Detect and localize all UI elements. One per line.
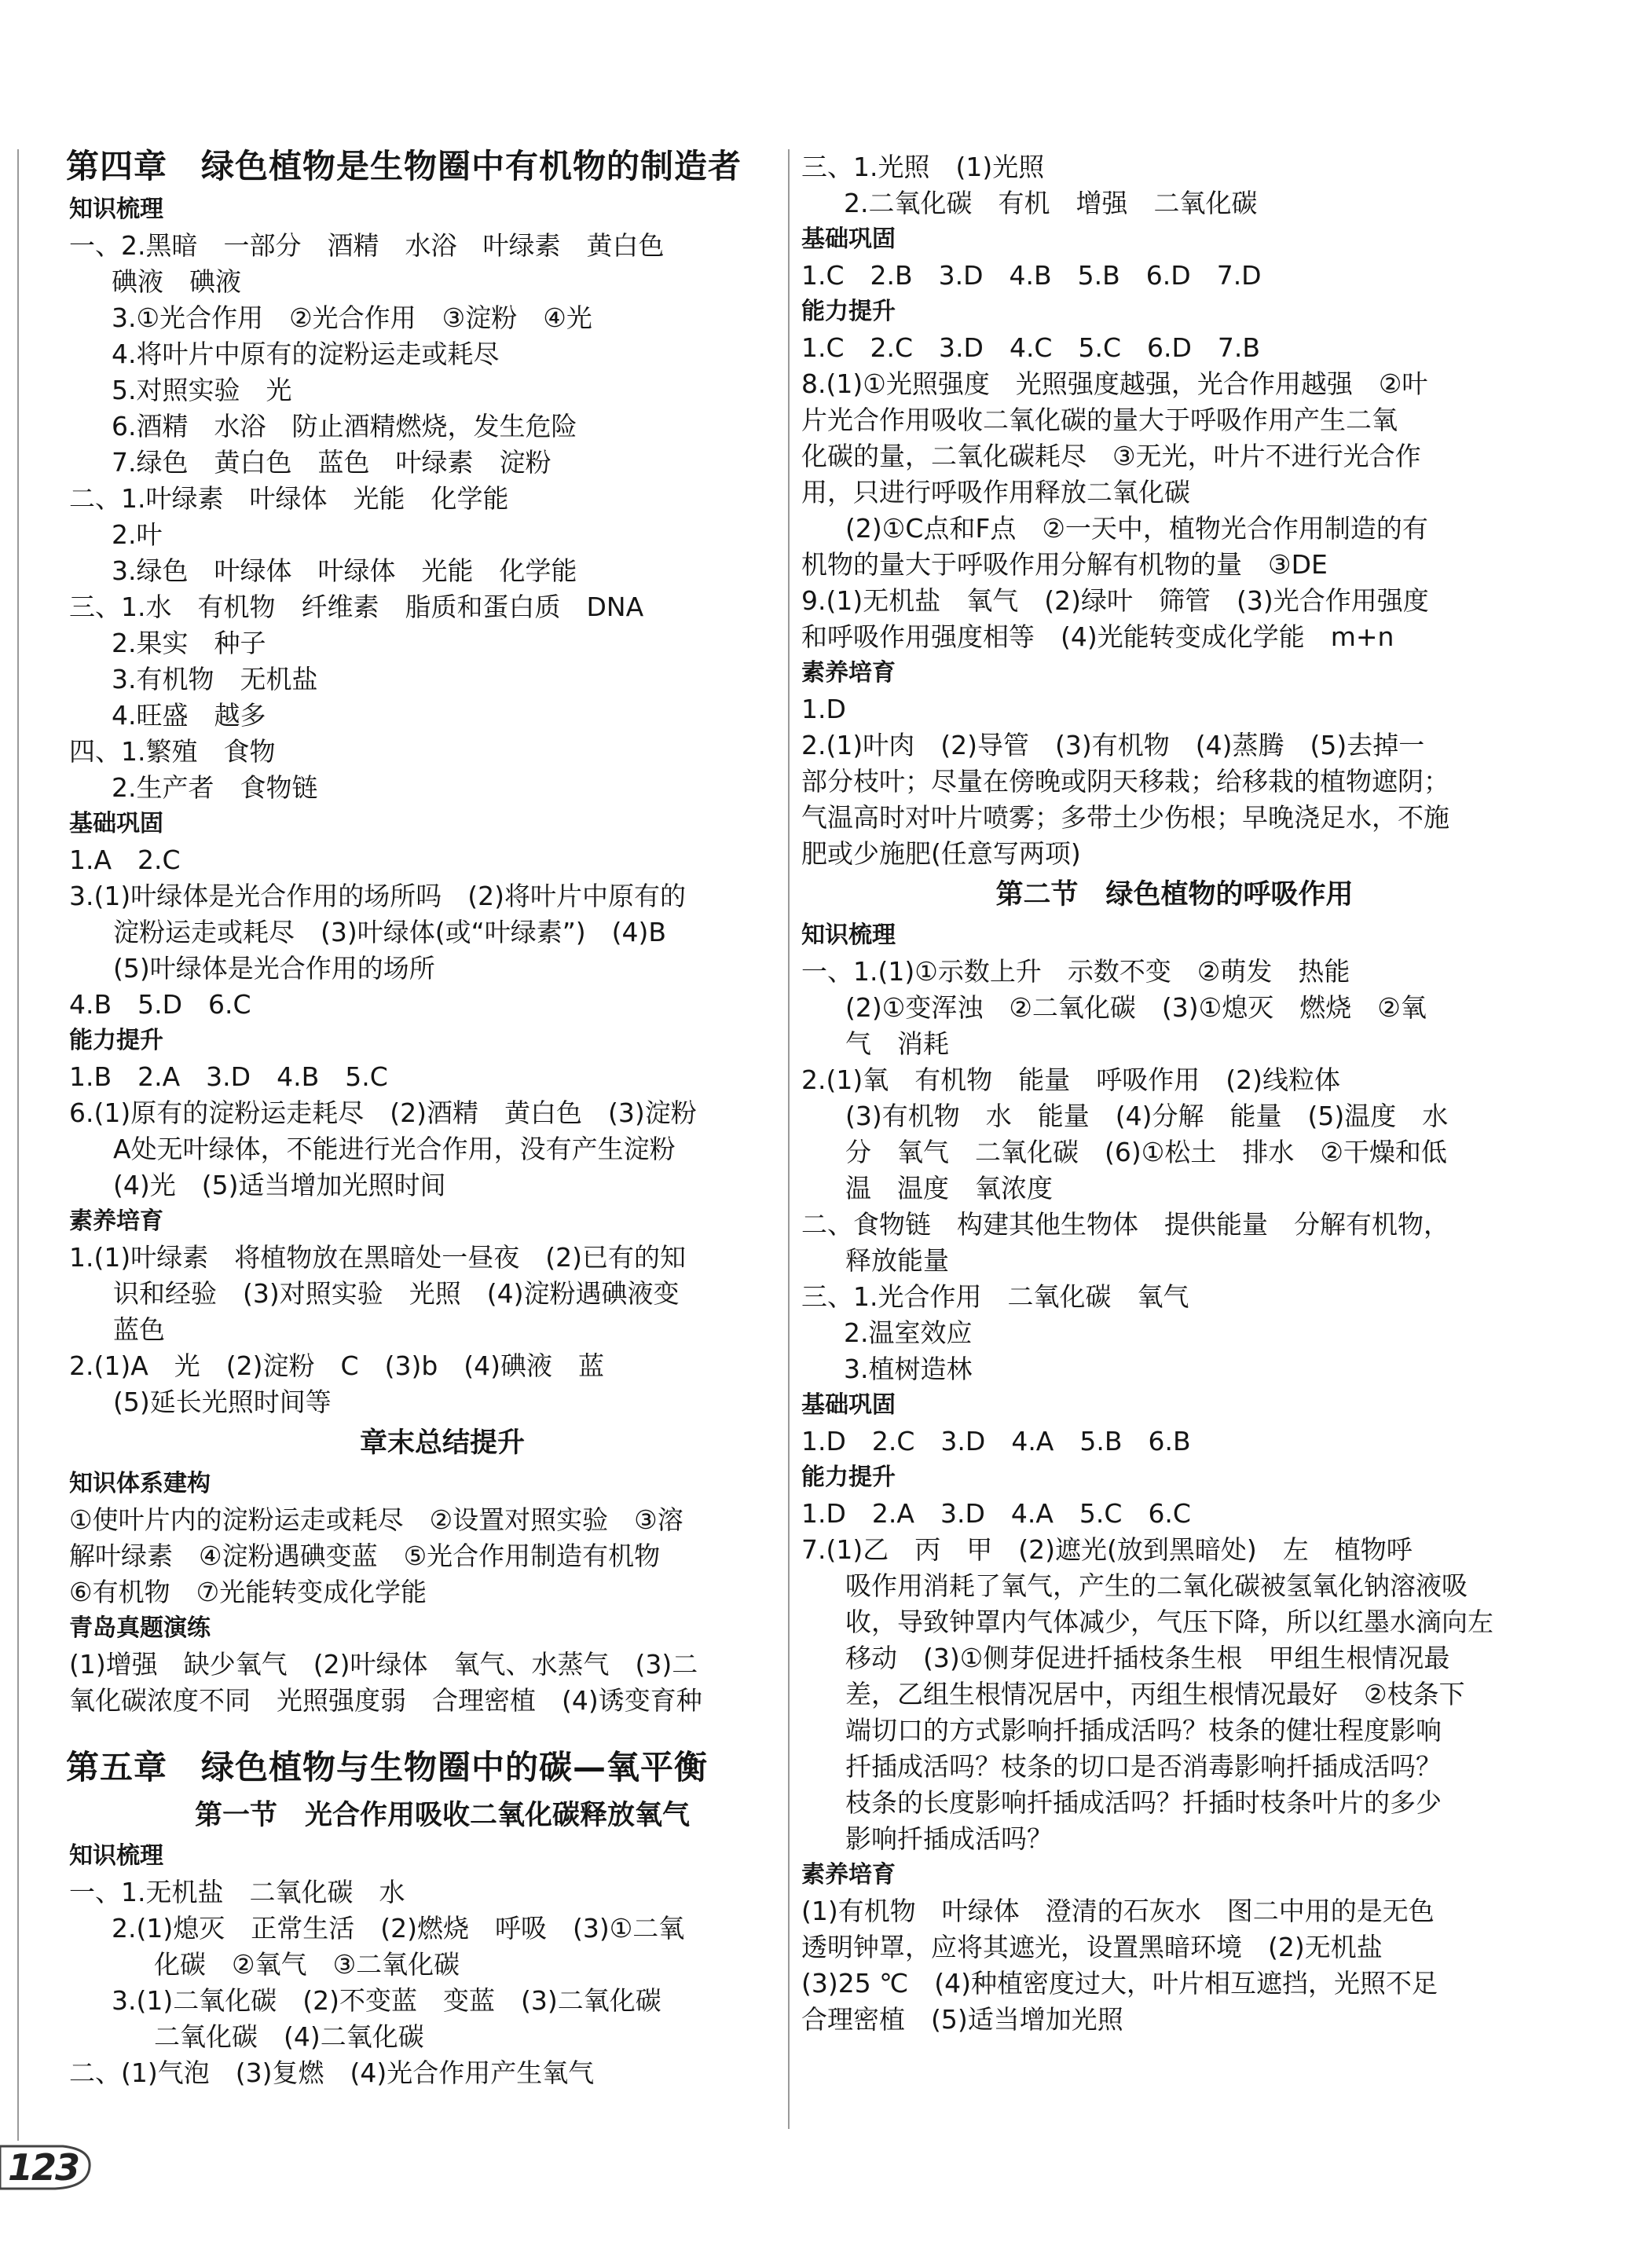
- text-line: (2)①C点和F点 ②一天中，植物光合作用制造的有: [845, 513, 1428, 544]
- text-line: 3.(1)叶绿体是光合作用的场所吗 (2)将叶片中原有的: [69, 881, 686, 911]
- text-line: 2.(1)熄灭 正常生活 (2)燃烧 呼吸 (3)①二氧: [112, 1913, 685, 1944]
- text-line: (5)延长光照时间等: [113, 1387, 332, 1417]
- text-line: 影响扦插成活吗？: [845, 1823, 1053, 1854]
- text-line: 识和经验 (3)对照实验 光照 (4)淀粉遇碘液变: [113, 1278, 680, 1309]
- text-line: 释放能量: [845, 1245, 949, 1276]
- text-line: 端切口的方式影响扦插成活吗？枝条的健壮程度影响: [845, 1715, 1442, 1746]
- text-line: 温 温度 氧浓度: [845, 1173, 1053, 1204]
- text-line: 二、食物链 构建其他生物体 提供能量 分解有机物，: [801, 1209, 1449, 1240]
- text-line: 化碳的量，二氧化碳耗尽 ③无光，叶片不进行光合作: [801, 441, 1421, 471]
- text-line: 3.植树造林: [844, 1354, 973, 1384]
- text-line: 8.(1)①光照强度 光照强度越强，光合作用越强 ②叶: [801, 368, 1428, 399]
- text-line: 蓝色: [113, 1314, 165, 1345]
- text-line: (1)有机物 叶绿体 澄清的石灰水 图二中用的是无色: [801, 1896, 1435, 1926]
- text-line: 差，乙组生根情况居中，丙组生根情况最好 ②枝条下: [845, 1679, 1465, 1709]
- text-line: 用，只进行呼吸作用释放二氧化碳: [801, 477, 1190, 507]
- text-line: 透明钟罩，应将其遮光，设置黑暗环境 (2)无机盐: [801, 1932, 1383, 1962]
- text-line: (3)25 ℃ (4)种植密度过大，叶片相互遮挡，光照不足: [801, 1968, 1438, 1999]
- text-line: 氧化碳浓度不同 光照强度弱 合理密植 (4)诱变育种: [69, 1685, 702, 1716]
- heading-ability: 能力提升: [69, 1027, 163, 1054]
- text-line: 化碳 ②氧气 ③二氧化碳: [154, 1949, 460, 1980]
- text-line: 部分枝叶；尽量在傍晚或阴天移栽；给移栽的植物遮阴；: [801, 766, 1449, 797]
- heading-ability: 能力提升: [801, 298, 896, 325]
- text-line: 肥或少施肥(任意写两项): [801, 838, 1081, 869]
- text-line: 1.D 2.A 3.D 4.A 5.C 6.C: [801, 1498, 1191, 1529]
- text-line: 四、1.繁殖 食物: [69, 736, 276, 767]
- text-line: (1)增强 缺少氧气 (2)叶绿体 氧气、水蒸气 (3)二: [69, 1649, 698, 1680]
- text-line: 移动 (3)①侧芽促进扦插枝条生根 甲组生根情况最: [845, 1643, 1450, 1673]
- text-line: 3.绿色 叶绿体 叶绿体 光能 化学能: [112, 555, 577, 586]
- text-line: 收，导致钟罩内气体减少，气压下降，所以红墨水滴向左: [845, 1607, 1493, 1637]
- text-line: ①使叶片内的淀粉运走或耗尽 ②设置对照实验 ③溶: [69, 1504, 683, 1535]
- text-line: 4.B 5.D 6.C: [69, 989, 251, 1020]
- text-line: 三、1.光合作用 二氧化碳 氧气: [801, 1281, 1189, 1312]
- text-line: 5.对照实验 光: [112, 375, 292, 405]
- text-line: (3)有机物 水 能量 (4)分解 能量 (5)温度 水: [845, 1101, 1449, 1131]
- text-line: (2)①变浑浊 ②二氧化碳 (3)①熄灭 燃烧 ②氧: [845, 992, 1427, 1023]
- heading-ability-2: 能力提升: [801, 1464, 896, 1491]
- text-line: 和呼吸作用强度相等 (4)光能转变成化学能 m+n: [801, 621, 1394, 652]
- text-line: 碘液 碘液: [112, 266, 241, 297]
- text-line: 气 消耗: [845, 1028, 949, 1059]
- text-line: 一、1.(1)①示数上升 示数不变 ②萌发 热能: [801, 956, 1350, 987]
- chapter-summary-title: 章末总结提升: [359, 1427, 525, 1459]
- text-line: 1.A 2.C: [69, 845, 181, 875]
- text-line: 3.有机物 无机盐: [112, 664, 318, 694]
- chapter-5-title: 第五章 绿色植物与生物圈中的碳—氧平衡: [66, 1748, 709, 1786]
- text-line: 三、1.水 有机物 纤维素 脂质和蛋白质 DNA: [69, 592, 644, 622]
- text-line: 1.D: [801, 694, 846, 724]
- text-line: 4.将叶片中原有的淀粉运走或耗尽: [112, 339, 500, 369]
- text-line: 2.(1)氧 有机物 能量 呼吸作用 (2)线粒体: [801, 1064, 1340, 1095]
- text-line: 6.(1)原有的淀粉运走耗尽 (2)酒精 黄白色 (3)淀粉: [69, 1097, 697, 1128]
- text-line: 一、1.无机盐 二氧化碳 水: [69, 1877, 405, 1907]
- text-line: 片光合作用吸收二氧化碳的量大于呼吸作用产生二氧: [801, 405, 1398, 435]
- text-line: 2.叶: [112, 519, 163, 550]
- heading-exam: 青岛真题演练: [69, 1614, 211, 1642]
- text-line: 3.(1)二氧化碳 (2)不变蓝 变蓝 (3)二氧化碳: [112, 1985, 661, 2016]
- text-line: 4.旺盛 越多: [112, 700, 266, 731]
- text-line: 分 氧气 二氧化碳 (6)①松土 排水 ②干燥和低: [845, 1137, 1447, 1167]
- text-line: 二氧化碳 (4)二氧化碳: [154, 2021, 424, 2052]
- heading-literacy: 素养培育: [801, 659, 896, 687]
- text-line: 6.酒精 水浴 防止酒精燃烧，发生危险: [112, 411, 577, 442]
- text-line: 解叶绿素 ④淀粉遇碘变蓝 ⑤光合作用制造有机物: [69, 1541, 661, 1571]
- text-line: A处无叶绿体，不能进行光合作用，没有产生淀粉: [113, 1134, 676, 1164]
- text-line: (4)光 (5)适当增加光照时间: [113, 1170, 446, 1200]
- left-margin-rule: [17, 149, 19, 2141]
- text-line: 枝条的长度影响扦插成活吗？扦插时枝条叶片的多少: [845, 1787, 1442, 1818]
- page-number: 123: [8, 2146, 79, 2189]
- text-line: 1.B 2.A 3.D 4.B 5.C: [69, 1061, 388, 1092]
- text-line: ⑥有机物 ⑦光能转变成化学能: [69, 1577, 427, 1607]
- text-line: 气温高时对叶片喷雾；多带土少伤根；早晚浇足水，不施: [801, 802, 1449, 833]
- text-line: 9.(1)无机盐 氧气 (2)绿叶 筛管 (3)光合作用强度: [801, 585, 1429, 616]
- heading-literacy: 素养培育: [69, 1207, 163, 1235]
- text-line: 2.生产者 食物链: [112, 772, 318, 803]
- text-line: 7.绿色 黄白色 蓝色 叶绿素 淀粉: [112, 447, 551, 478]
- chapter-4-title: 第四章 绿色植物是生物圈中有机物的制造者: [66, 147, 742, 185]
- text-line: 二、1.叶绿素 叶绿体 光能 化学能: [69, 483, 509, 514]
- text-line: 2.果实 种子: [112, 628, 266, 658]
- section-2-title: 第二节 绿色植物的呼吸作用: [995, 879, 1354, 910]
- text-line: 吸作用消耗了氧气，产生的二氧化碳被氢氧化钠溶液吸: [845, 1570, 1468, 1601]
- text-line: 3.①光合作用 ②光合作用 ③淀粉 ④光: [112, 302, 592, 333]
- heading-basic: 基础巩固: [69, 810, 163, 837]
- text-line: 扦插成活吗？枝条的切口是否消毒影响扦插成活吗？: [845, 1751, 1442, 1782]
- text-line: 2.二氧化碳 有机 增强 二氧化碳: [844, 188, 1258, 218]
- heading-knowledge: 知识梳理: [69, 196, 163, 223]
- heading-basic-2: 基础巩固: [801, 1391, 896, 1419]
- text-line: 2.(1)A 光 (2)淀粉 C (3)b (4)碘液 蓝: [69, 1350, 605, 1381]
- heading-literacy-2: 素养培育: [801, 1861, 896, 1889]
- text-line: 机物的量大于呼吸作用分解有机物的量 ③DE: [801, 549, 1328, 580]
- text-line: 1.C 2.C 3.D 4.C 5.C 6.D 7.B: [801, 332, 1261, 363]
- text-line: 7.(1)乙 丙 甲 (2)遮光(放到黑暗处) 左 植物呼: [801, 1534, 1413, 1565]
- heading-basic: 基础巩固: [801, 225, 896, 253]
- heading-system: 知识体系建构: [69, 1470, 211, 1497]
- text-line: (5)叶绿体是光合作用的场所: [113, 953, 435, 984]
- text-line: 一、2.黑暗 一部分 酒精 水浴 叶绿素 黄白色: [69, 230, 665, 261]
- text-line: 1.C 2.B 3.D 4.B 5.B 6.D 7.D: [801, 260, 1262, 291]
- text-line: 2.(1)叶肉 (2)导管 (3)有机物 (4)蒸腾 (5)去掉一: [801, 730, 1425, 760]
- right-column: [801, 149, 1548, 2038]
- text-line: 合理密植 (5)适当增加光照: [801, 2004, 1123, 2035]
- text-line: 二、(1)气泡 (3)复燃 (4)光合作用产生氧气: [69, 2057, 595, 2088]
- heading-knowledge: 知识梳理: [801, 921, 896, 949]
- text-line: 2.温室效应: [844, 1317, 973, 1348]
- text-line: 1.(1)叶绿素 将植物放在黑暗处一昼夜 (2)已有的知: [69, 1242, 686, 1273]
- text-line: 三、1.光照 (1)光照: [801, 152, 1045, 182]
- left-column: [66, 141, 815, 2091]
- heading-knowledge-2: 知识梳理: [69, 1842, 163, 1870]
- text-line: 1.D 2.C 3.D 4.A 5.B 6.B: [801, 1426, 1191, 1456]
- section-1-title: 第一节 光合作用吸收二氧化碳释放氧气: [194, 1800, 690, 1831]
- text-line: 淀粉运走或耗尽 (3)叶绿体(或“叶绿素”) (4)B: [113, 917, 667, 947]
